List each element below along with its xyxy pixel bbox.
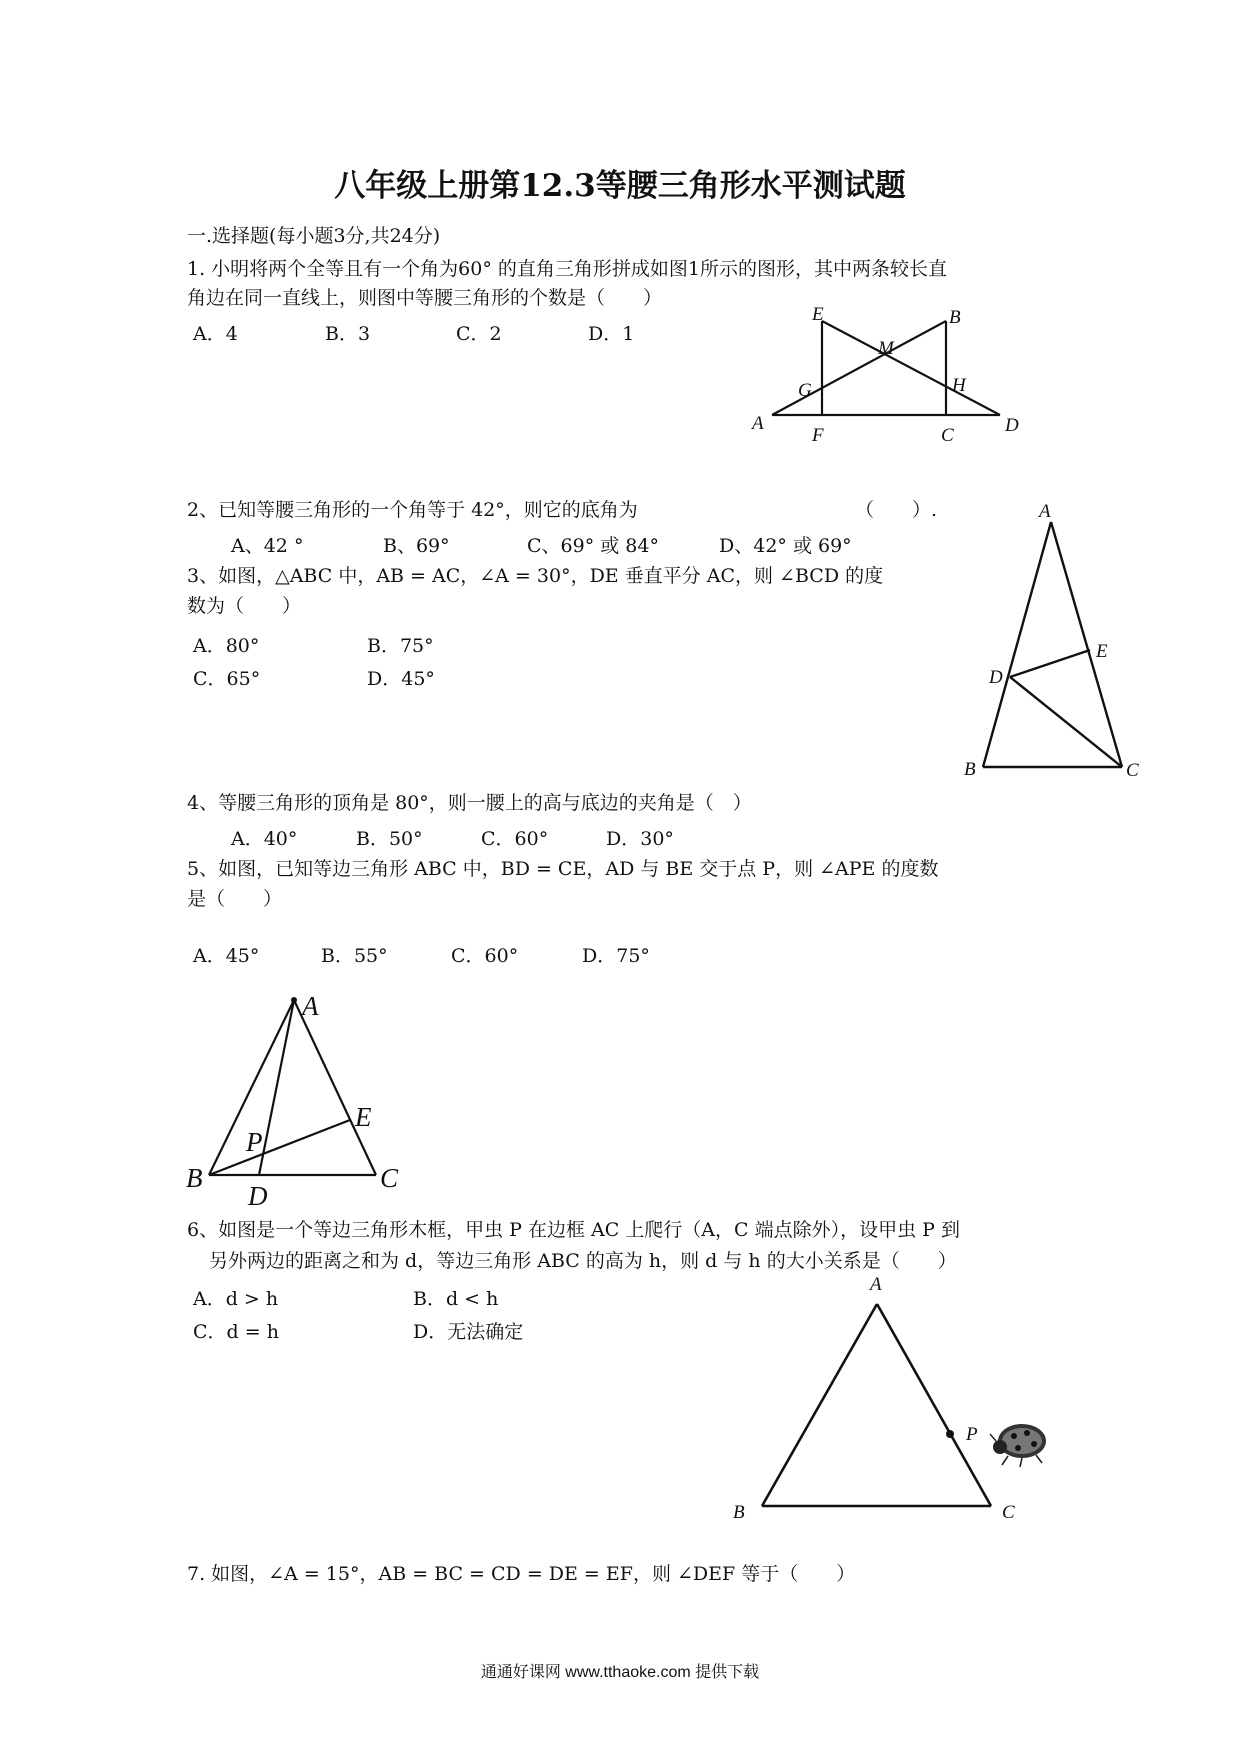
q5-label-e: E [355, 1102, 372, 1132]
q1-label-f: F [812, 425, 824, 446]
q5-option-c: C．60° [451, 945, 519, 967]
q3-label-a: A [1039, 501, 1051, 522]
q1-text-line1: 1. 小明将两个全等且有一个角为60° 的直角三角形拼成如图1所示的图形，其中两条较长直 [187, 258, 947, 280]
beetle-icon [990, 1424, 1046, 1467]
q1-label-h: H [952, 375, 966, 396]
q3-label-c: C [1126, 760, 1139, 781]
q1-label-g: G [798, 380, 812, 401]
q5-text-line1: 5、如图，已知等边三角形 ABC 中，BD = CE，AD 与 BE 交于点 P，则 ∠APE 的度数 [187, 858, 939, 880]
q5-label-d: D [248, 1181, 268, 1211]
q3-option-a: A．80° [193, 635, 260, 657]
page-title: 八年级上册第12.3等腰三角形水平测试题 [334, 168, 906, 204]
q4-text-line1: 4、等腰三角形的顶角是 80°，则一腰上的高与底边的夹角是（ ） [187, 792, 752, 814]
q3-text-line1: 3、如图，△ABC 中，AB = AC，∠A = 30°，DE 垂直平分 AC，则 ∠BCD 的度 [187, 565, 884, 587]
q3-label-e: E [1096, 641, 1108, 662]
q3-text-line2: 数为（ ） [187, 595, 302, 617]
q2-option-c: C、69° 或 84° [527, 535, 659, 557]
q1-label-b: B [949, 307, 961, 328]
q2-text-line1: 2、已知等腰三角形的一个角等于 42°，则它的底角为 [187, 499, 638, 521]
q3-option-b: B．75° [367, 635, 434, 657]
q7-text-line1: 7. 如图，∠A = 15°，AB = BC = CD = DE = EF，则 ∠DEF 等于（ ） [187, 1563, 856, 1585]
q2-paren: （ ）. [855, 499, 938, 521]
q5-text-line2: 是（ ） [187, 888, 283, 910]
q1-option-a: A．4 [193, 323, 238, 345]
q2-option-b: B、69° [383, 535, 450, 557]
q1-label-c: C [941, 425, 954, 446]
q1-label-a: A [752, 413, 764, 434]
q4-option-a: A．40° [231, 828, 298, 850]
q6-label-p: P [966, 1424, 978, 1445]
q3-option-d: D．45° [367, 668, 435, 690]
q3-label-d: D [989, 667, 1003, 688]
q1-label-m: M [878, 338, 894, 359]
q6-text-line2: 另外两边的距离之和为 d，等边三角形 ABC 的高为 h，则 d 与 h 的大小关系是（ ） [209, 1250, 957, 1272]
q5-option-b: B．55° [321, 945, 388, 967]
q5-label-p: P [246, 1127, 263, 1157]
footer: 通通好课网 www.tthaoke.com 提供下载 [480, 1664, 760, 1681]
q1-label-e: E [812, 304, 824, 325]
q6-label-a: A [870, 1274, 882, 1295]
q2-option-a: A、42 ° [231, 535, 304, 557]
q6-option-d: D．无法确定 [413, 1321, 524, 1343]
q1-option-c: C．2 [456, 323, 502, 345]
q6-label-b: B [733, 1502, 745, 1523]
q6-option-b: B．d < h [413, 1288, 499, 1310]
q1-text-line2: 角边在同一直线上，则图中等腰三角形的个数是（ ） [187, 287, 663, 309]
q5-label-a: A [302, 991, 319, 1021]
q2-option-d: D、42° 或 69° [719, 535, 852, 557]
q5-option-a: A．45° [193, 945, 260, 967]
q1-label-d: D [1005, 415, 1019, 436]
section-heading: 一.选择题(每小题3分,共24分) [187, 225, 441, 247]
q1-option-d: D．1 [588, 323, 635, 345]
q6-option-c: C．d = h [193, 1321, 279, 1343]
q4-option-b: B．50° [356, 828, 423, 850]
q3-label-b: B [964, 759, 976, 780]
q6-option-a: A．d > h [193, 1288, 279, 1310]
q3-option-c: C．65° [193, 668, 261, 690]
q1-option-b: B．3 [325, 323, 371, 345]
q5-label-b: B [186, 1163, 203, 1193]
q6-label-c: C [1002, 1502, 1015, 1523]
q6-text-line1: 6、如图是一个等边三角形木框，甲虫 P 在边框 AC 上爬行（A，C 端点除外），设甲虫 P 到 [187, 1219, 960, 1241]
q4-option-d: D．30° [606, 828, 674, 850]
q5-option-d: D．75° [582, 945, 650, 967]
q5-label-c: C [380, 1163, 399, 1193]
q4-option-c: C．60° [481, 828, 549, 850]
